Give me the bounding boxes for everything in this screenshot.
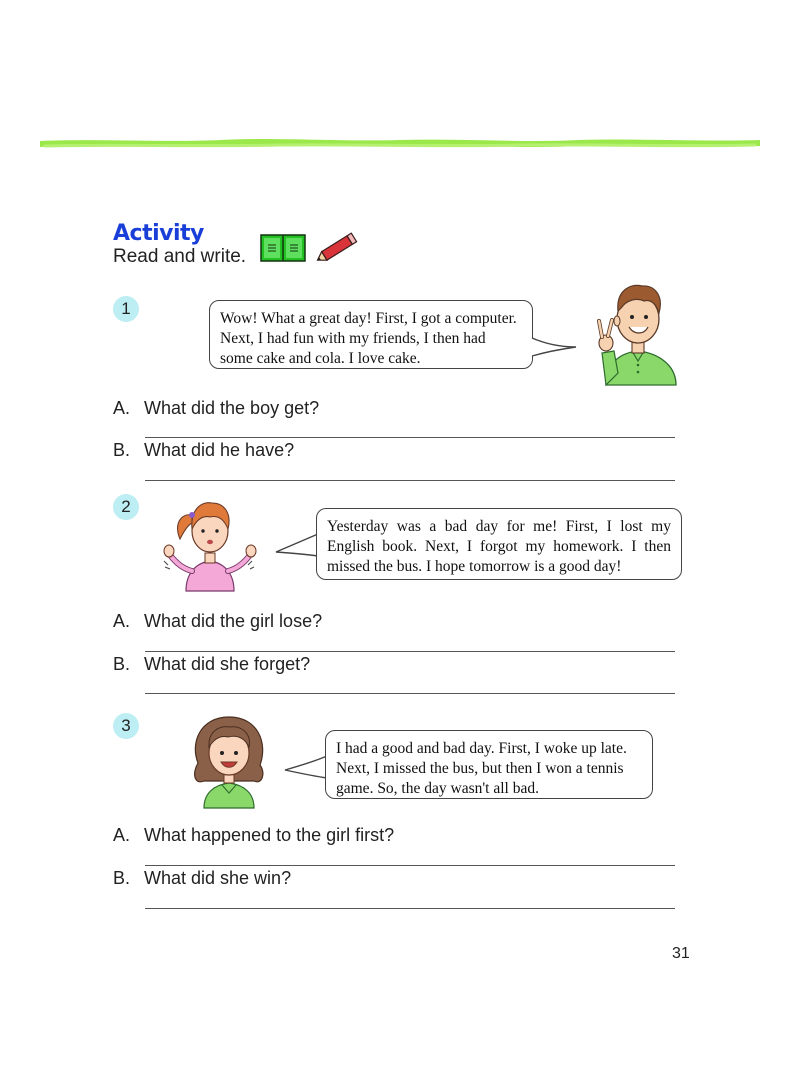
- question: [113, 868, 291, 889]
- question: [113, 440, 294, 461]
- question: [113, 654, 310, 675]
- girl-character-bob: [184, 713, 274, 809]
- activity-instruction: Read and write.: [113, 246, 247, 267]
- boy-character: [596, 281, 682, 387]
- answer-line[interactable]: [145, 908, 675, 909]
- item-number-badge: 1: [113, 296, 139, 322]
- speech-bubble: Wow! What a great day! First, I got a computer. Next, I had fun with my friends, I then had some cake and cola. I love cake.: [209, 300, 533, 369]
- question-letter: B.: [113, 868, 131, 888]
- speech-bubble: I had a good and bad day. First, I woke up late. Next, I missed the bus, but then I won a tennis game. So, the day wasn't all bad.: [325, 730, 653, 799]
- question-text: What did the boy get?: [144, 398, 320, 418]
- answer-line[interactable]: [145, 480, 675, 481]
- speech-bubble: Yesterday was a bad day for me! First, I lost my English book. Next, I forgot my homework. I then missed the bus. I hope tomorrow is a good day!: [316, 508, 682, 580]
- item-number-badge: 3: [113, 713, 139, 739]
- answer-line[interactable]: [145, 651, 675, 652]
- question: [113, 611, 322, 632]
- question-text: What did she forget?: [144, 654, 311, 674]
- answer-line[interactable]: [145, 437, 675, 438]
- question-letter: B.: [113, 654, 131, 674]
- pencil-icon: [314, 232, 360, 264]
- question: [113, 398, 319, 419]
- question-letter: A.: [113, 398, 131, 418]
- question-letter: B.: [113, 440, 131, 460]
- question-text: What did he have?: [144, 440, 295, 460]
- speech-bubble-tail: [283, 752, 329, 782]
- answer-line[interactable]: [145, 693, 675, 694]
- question-letter: A.: [113, 825, 131, 845]
- green-divider-rule: [40, 136, 760, 152]
- item-number-badge: 2: [113, 494, 139, 520]
- question-letter: A.: [113, 611, 131, 631]
- open-book-icon: [260, 234, 306, 262]
- question-text: What did she win?: [144, 868, 292, 888]
- question: [113, 825, 394, 846]
- question-text: What happened to the girl first?: [144, 825, 395, 845]
- speech-bubble-tail: [274, 530, 320, 560]
- speech-bubble-tail: [530, 334, 580, 358]
- page-number: 31: [672, 945, 690, 962]
- question-text: What did the girl lose?: [144, 611, 323, 631]
- girl-character-ponytail: [162, 495, 258, 593]
- answer-line[interactable]: [145, 865, 675, 866]
- activity-title: Activity: [113, 221, 204, 246]
